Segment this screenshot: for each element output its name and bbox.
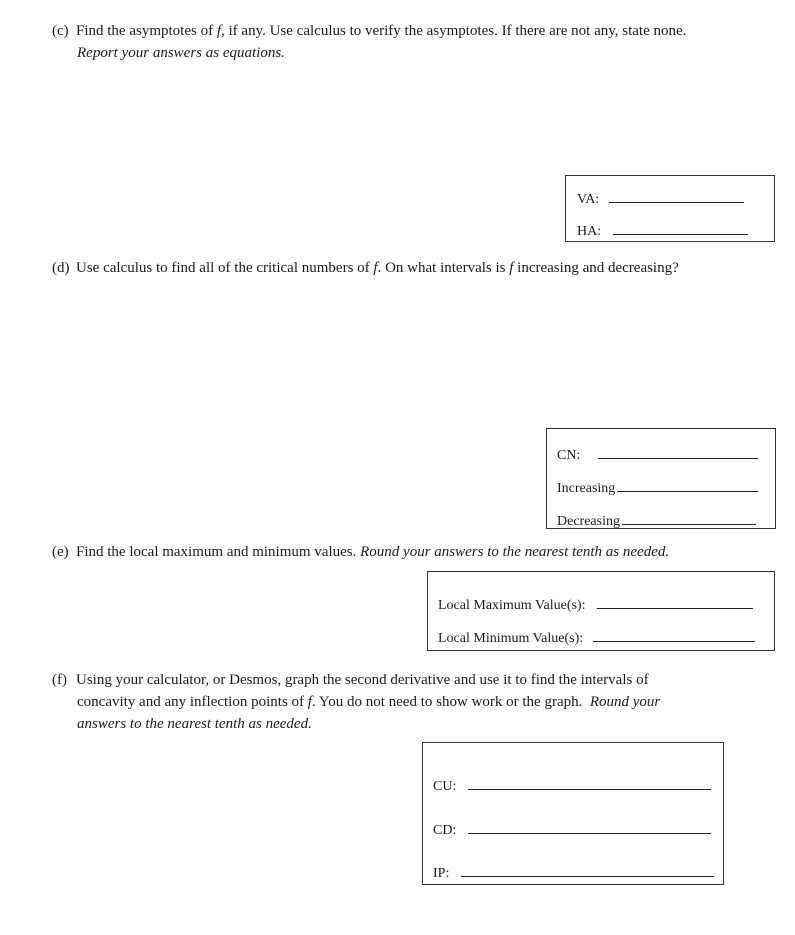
question-f-label: (f) [52, 672, 67, 688]
question-e [52, 541, 669, 563]
ha-field [577, 220, 748, 240]
question-f-line2 [77, 691, 660, 713]
extrema-answer-box [427, 571, 775, 651]
local-min-field [438, 627, 755, 647]
question-f-instruction-b: answers to the nearest tenth as needed. [77, 716, 312, 732]
ip-field [433, 862, 714, 882]
asymptote-answer-box [565, 175, 775, 242]
question-f-line1: Using your calculator, or Desmos, graph the second derivative and use it to find the intervals of [76, 672, 649, 688]
question-d-prompt-b: . On what intervals is [377, 260, 506, 276]
local-min-answer-blank[interactable] [593, 627, 755, 642]
question-f-instruction-a: Round your [589, 694, 661, 710]
local-max-answer-blank[interactable] [597, 594, 753, 609]
ip-label: IP: [433, 866, 450, 881]
increasing-field [557, 477, 758, 497]
local-max-field [438, 594, 753, 614]
decreasing-field [557, 510, 756, 530]
function-symbol: f [509, 260, 514, 276]
local-max-label: Local Maximum Value(s): [438, 598, 586, 613]
critical-numbers-answer-box [546, 428, 776, 529]
question-f-line2-b: . You do not need to show work or the graph. [311, 694, 583, 710]
function-symbol: f [307, 694, 312, 710]
question-c-label: (c) [52, 23, 69, 39]
cn-answer-blank[interactable] [598, 444, 758, 459]
question-f-line2-a: concavity and any inflection points of [77, 694, 305, 710]
cn-field [557, 444, 758, 464]
question-c-prompt-tail: , if any. Use calculus to verify the asymptotes. If there are not any, state none. [221, 23, 687, 39]
cn-label: CN: [557, 448, 581, 463]
function-symbol: f [216, 23, 221, 39]
question-e-instruction: Round your answers to the nearest tenth as needed. [360, 544, 670, 560]
ha-label: HA: [577, 224, 602, 239]
cu-field [433, 775, 711, 795]
concavity-answer-box [422, 742, 724, 885]
question-d-prompt-a: Use calculus to find all of the critical numbers of [76, 260, 370, 276]
question-d-prompt-c: increasing and decreasing? [517, 260, 679, 276]
va-answer-blank[interactable] [609, 188, 744, 203]
question-f [52, 669, 649, 691]
function-symbol: f [373, 260, 378, 276]
cd-label: CD: [433, 823, 457, 838]
increasing-label: Increasing [557, 481, 616, 496]
question-c-instruction: Report your answers as equations. [77, 45, 285, 61]
cd-field [433, 819, 711, 839]
cd-answer-blank[interactable] [468, 819, 711, 834]
local-min-label: Local Minimum Value(s): [438, 631, 584, 646]
question-d-label: (d) [52, 260, 70, 276]
question-e-label: (e) [52, 544, 69, 560]
ha-answer-blank[interactable] [613, 220, 748, 235]
increasing-answer-blank[interactable] [617, 477, 758, 492]
ip-answer-blank[interactable] [461, 862, 714, 877]
question-e-prompt: Find the local maximum and minimum values. [76, 544, 357, 560]
question-d [52, 257, 679, 279]
cu-label: CU: [433, 779, 457, 794]
cu-answer-blank[interactable] [468, 775, 711, 790]
va-field [577, 188, 744, 208]
decreasing-label: Decreasing [557, 514, 620, 529]
question-c-prompt: Find the asymptotes of [76, 23, 214, 39]
decreasing-answer-blank[interactable] [622, 510, 756, 525]
va-label: VA: [577, 192, 600, 207]
question-c [52, 20, 686, 42]
